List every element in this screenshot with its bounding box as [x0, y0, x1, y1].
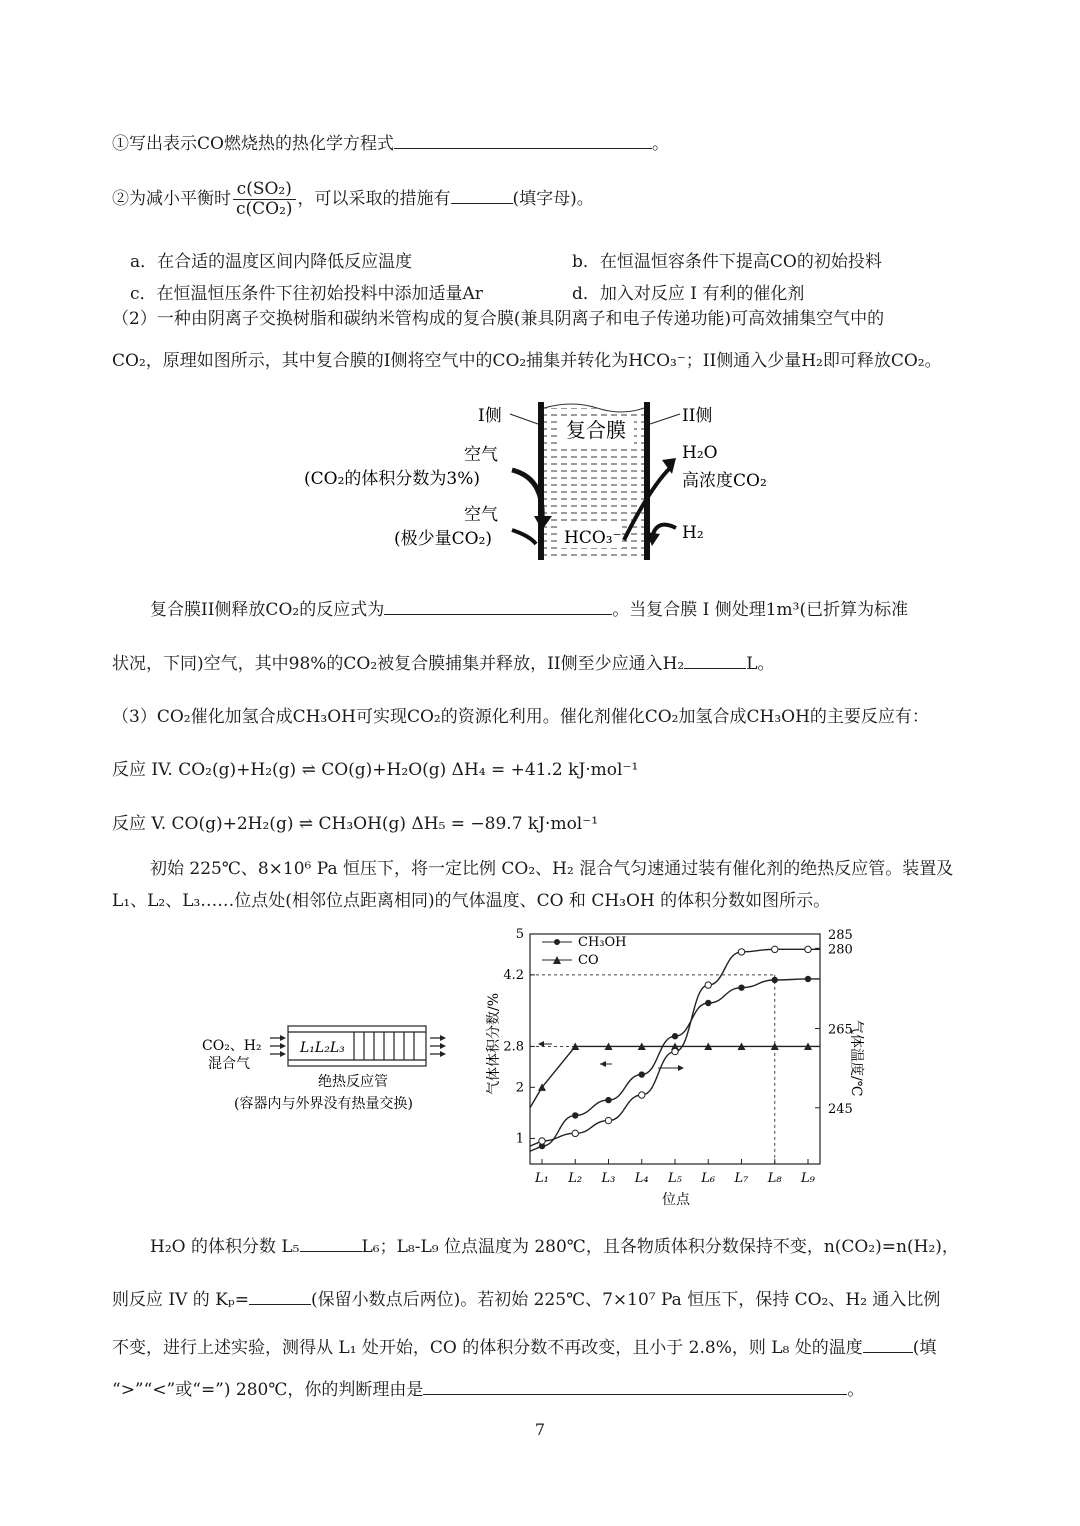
- x-tick-label: L₅: [668, 1171, 682, 1186]
- y-tick-label: 2.8: [503, 1039, 524, 1055]
- part2-intro-2: CO₂，原理如图所示，其中复合膜的I侧将空气中的CO₂捕集并转化为HCO₃⁻；II侧通入少量H₂即可释放CO₂。: [112, 351, 942, 371]
- y2-tick-label: 245: [828, 1101, 853, 1117]
- y2-tick-label: 280: [828, 942, 853, 958]
- temperature-point: [605, 1117, 611, 1123]
- y2-tick-label: 285: [828, 928, 853, 943]
- part2-question-2: 状况，下同)空气，其中98%的CO₂被复合膜捕集并释放，II侧至少应通入H₂ L。: [112, 654, 775, 674]
- tube-positions: L₁L₂L₃: [300, 1040, 345, 1056]
- answer-blank[interactable]: [384, 600, 612, 615]
- x-tick-label: L₇: [734, 1171, 749, 1186]
- air-2-note: (极少量CO₂): [394, 529, 493, 549]
- final-q-4: “>”“<”或“=”) 280℃，你的判断理由是 。: [112, 1380, 865, 1400]
- answer-blank[interactable]: [394, 134, 652, 149]
- x-tick-label: L₆: [701, 1171, 716, 1186]
- condition-1: 初始 225℃、8×10⁶ Pa 恒压下，将一定比例 CO₂、H₂ 混合气匀速通过装有催化剂的绝热反应管。装置及: [150, 859, 954, 879]
- option-d: d．加入对反应 I 有利的催化剂: [572, 284, 805, 304]
- x-tick-label: L₂: [568, 1171, 583, 1186]
- series-ch3oh-line: [530, 979, 820, 1151]
- option-b: b．在恒温恒容条件下提高CO的初始投料: [572, 252, 882, 272]
- final-q-3: 不变，进行上述实验，测得从 L₁ 处开始，CO 的体积分数不再改变，且小于 2.8%，则 L₈ 处的温度 (填: [112, 1338, 937, 1358]
- reaction-5: 反应 V. CO(g)+2H₂(g) ⇌ CH₃OH(g) ΔH₅ = −89.7 kJ·mol⁻¹: [112, 814, 599, 834]
- temperature-point: [539, 1138, 545, 1144]
- ch3oh-point: [639, 1071, 645, 1077]
- temperature-point: [772, 946, 778, 952]
- final-q-1: H₂O 的体积分数 L₅ L₆；L₈-L₉ 位点温度为 280℃，且各物质体积分数保持不变，n(CO₂)=n(H₂)，: [150, 1237, 959, 1257]
- legend-co: CO: [578, 953, 599, 968]
- legend: [542, 935, 627, 968]
- temperature-point: [639, 1092, 645, 1098]
- x-axis-label: 位点: [662, 1192, 690, 1208]
- air-1-label: 空气: [464, 445, 498, 465]
- co2-out-label: 高浓度CO₂: [682, 471, 767, 491]
- legend-ch3oh: CH₃OH: [578, 935, 627, 950]
- ch3oh-point: [605, 1097, 611, 1103]
- h2o-label: H₂O: [682, 443, 718, 463]
- gas-label-2: 混合气: [208, 1056, 250, 1072]
- x-tick-label: L₄: [634, 1171, 649, 1186]
- reaction-4: 反应 IV. CO₂(g)+H₂(g) ⇌ CO(g)+H₂O(g) ΔH₄ = +41.2 kJ·mol⁻¹: [112, 760, 639, 780]
- answer-blank[interactable]: [300, 1237, 362, 1252]
- arrow-left-in: [512, 470, 542, 518]
- x-tick-label: L₉: [801, 1171, 815, 1186]
- y2-axis-label: 气体温度/℃: [848, 1020, 864, 1097]
- side-2-label: II侧: [682, 406, 713, 426]
- temperature-point: [738, 949, 744, 955]
- option-c: c．在恒温恒压条件下往初始投料中添加适量Ar: [130, 284, 483, 304]
- side-1-label: I侧: [478, 406, 502, 426]
- gas-label: CO₂、H₂: [202, 1038, 262, 1054]
- series-co-line: [530, 1046, 820, 1107]
- h2-label: H₂: [682, 523, 704, 543]
- question-1: ①写出表示CO燃烧热的热化学方程式 。: [112, 134, 669, 154]
- y-axis-label: 气体体积分数/%: [486, 992, 502, 1095]
- page-number: 7: [534, 1420, 546, 1439]
- answer-blank[interactable]: [451, 189, 513, 204]
- air-2-label: 空气: [464, 505, 498, 525]
- x-tick-label: L₃: [601, 1171, 616, 1186]
- question-2: ②为减小平衡时 $\frac{\text{c(SO₂)}}{\text{c(CO₂)}}$ ，可以采取的措施有 (填字母)。: [112, 179, 594, 219]
- answer-blank[interactable]: [684, 654, 746, 669]
- temperature-point: [672, 1048, 678, 1054]
- x-tick-label: L₁: [535, 1171, 549, 1186]
- option-a: a．在合适的温度区间内降低反应温度: [130, 252, 413, 272]
- tube-name: 绝热反应管: [318, 1074, 388, 1090]
- y-tick-label: 4.2: [503, 967, 524, 983]
- y-tick-label: 2: [515, 1080, 524, 1096]
- air-1-note: (CO₂的体积分数为3%): [304, 469, 480, 489]
- ch3oh-point: [672, 1033, 678, 1039]
- hco3-label: HCO₃⁻: [564, 528, 622, 548]
- line-chart: [480, 920, 880, 1210]
- part2-intro-1: （2）一种由阴离子交换树脂和碳纳米管构成的复合膜(兼具阴离子和电子传递功能)可高效捕集空气中的: [112, 309, 885, 329]
- ch3oh-point: [705, 1000, 711, 1006]
- ch3oh-point: [738, 984, 744, 990]
- ch3oh-point: [805, 976, 811, 982]
- membrane-left-wall: [538, 402, 544, 560]
- ch3oh-point: [572, 1112, 578, 1118]
- reactor-diagram: [190, 1018, 460, 1118]
- ch3oh-point: [772, 977, 778, 983]
- y-tick-label: 1: [515, 1131, 524, 1147]
- membrane-title: 复合膜: [566, 418, 626, 442]
- part2-question-1: 复合膜II侧释放CO₂的反应式为 。当复合膜 I 侧处理1m³(已折算为标准: [150, 600, 909, 620]
- temperature-point: [805, 946, 811, 952]
- tube-note: (容器内与外界没有热量交换): [234, 1096, 413, 1112]
- membrane-diagram: [290, 398, 790, 568]
- condition-2: L₁、L₂、L₃……位点处(相邻位点距离相同)的气体温度、CO 和 CH₃OH 的体积分数如图所示。: [112, 891, 831, 911]
- answer-blank[interactable]: [249, 1290, 311, 1305]
- answer-blank[interactable]: [423, 1380, 847, 1395]
- part3-intro: （3）CO₂催化加氢合成CH₃OH可实现CO₂的资源化利用。催化剂催化CO₂加氢合成CH₃OH的主要反应有：: [112, 707, 929, 727]
- y2-tick-label: 265: [828, 1022, 853, 1038]
- final-q-2: 则反应 IV 的 Kₚ= (保留小数点后两位)。若初始 225℃、7×10⁷ Pa 恒压下，保持 CO₂、H₂ 通入比例: [112, 1290, 941, 1310]
- x-tick-label: L₈: [767, 1171, 782, 1186]
- y-tick-label: 5: [515, 927, 524, 942]
- fraction: $\frac{\text{c(SO₂)}}{\text{c(CO₂)}}$: [233, 180, 296, 219]
- temperature-point: [572, 1130, 578, 1136]
- answer-blank[interactable]: [863, 1338, 913, 1353]
- temperature-point: [705, 982, 711, 988]
